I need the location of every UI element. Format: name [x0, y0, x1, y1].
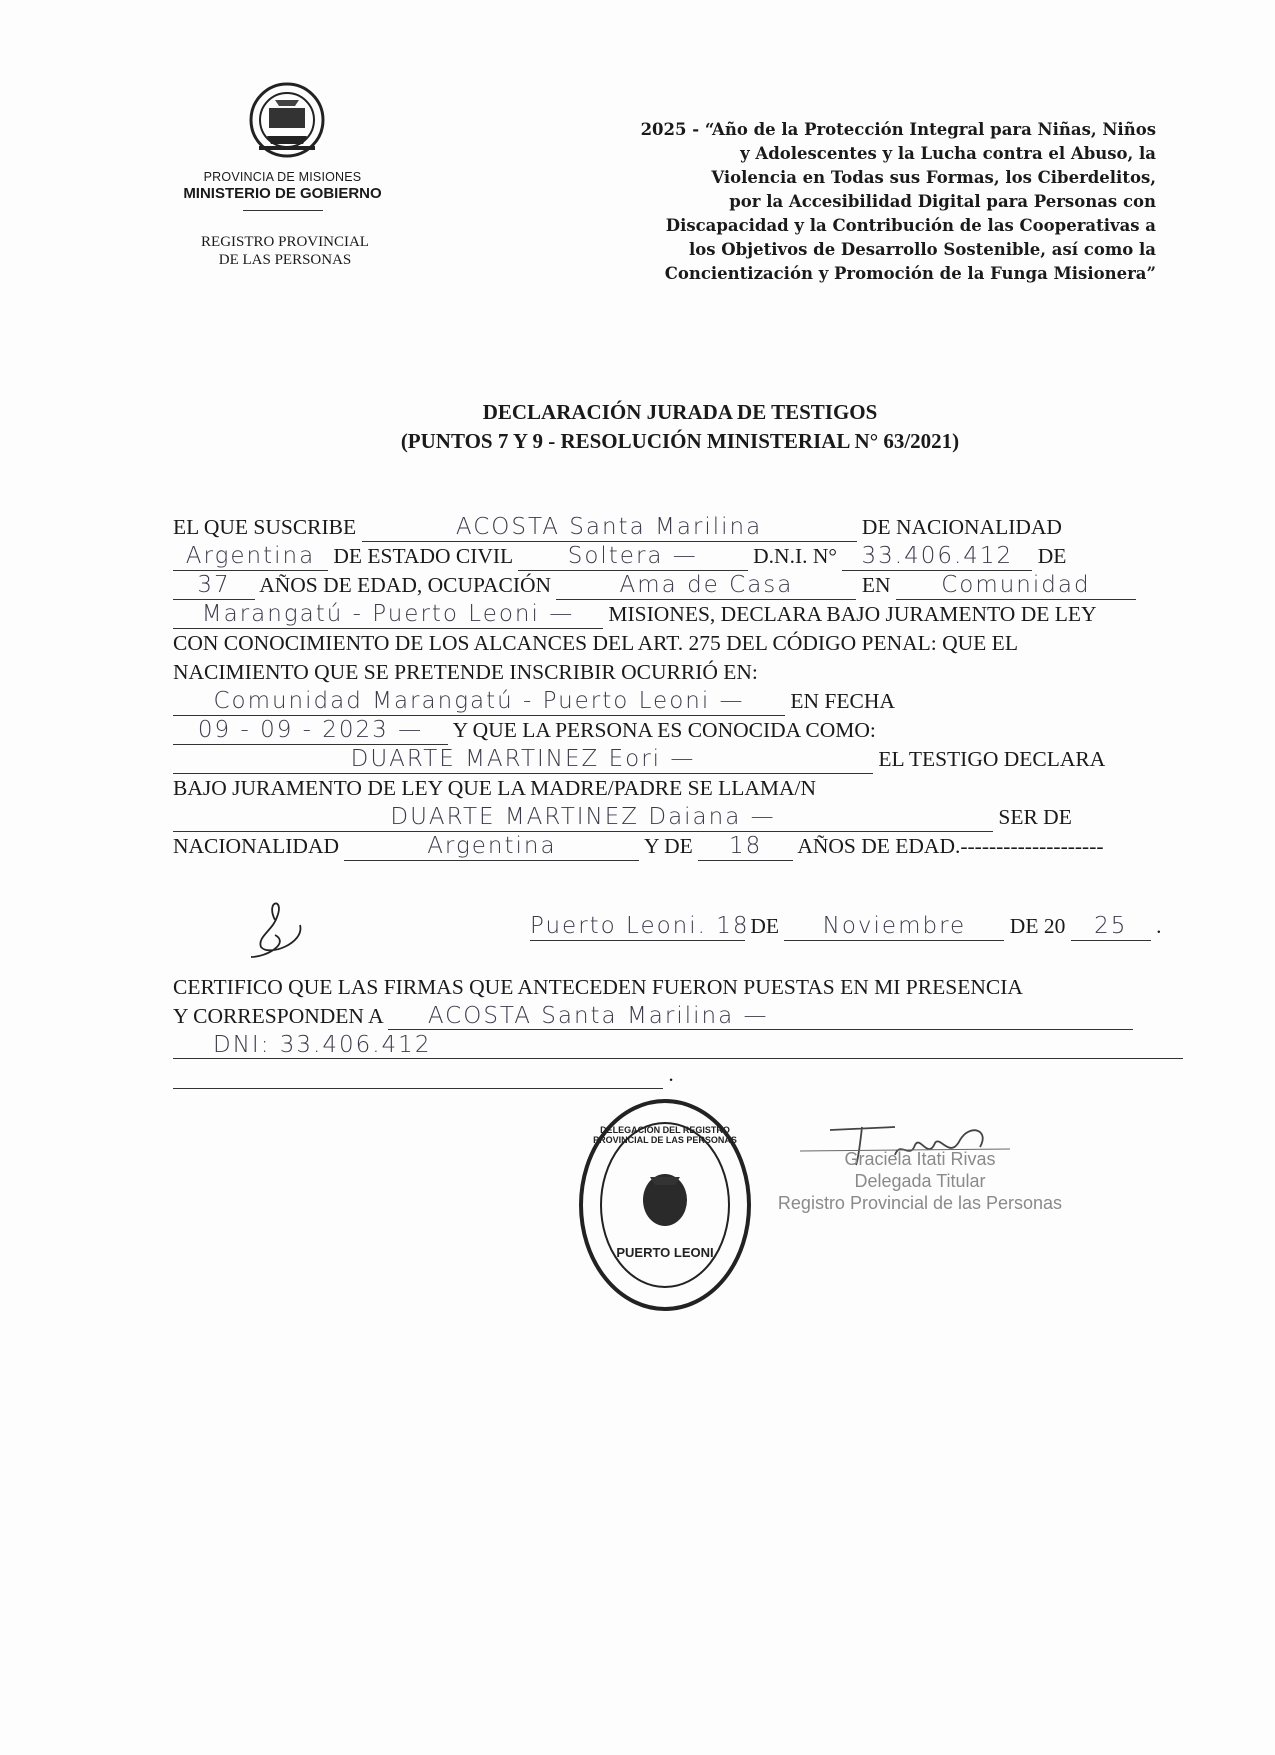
- blank-field: [173, 1060, 663, 1089]
- birth-place-field: Comunidad Marangatú - Puerto Leoni —: [173, 687, 785, 716]
- year-motto: [470, 118, 1156, 286]
- provincia-emblem-icon: [245, 78, 330, 163]
- form-line-6: NACIMIENTO QUE SE PRETENDE INSCRIBIR OCURRIÓ EN:: [173, 660, 758, 684]
- motto-line: los Objetivos de Desarrollo Sostenible, así como la: [688, 240, 1156, 259]
- title-line-2: (PUNTOS 7 Y 9 - RESOLUCIÓN MINISTERIAL N° 63/2021): [400, 429, 960, 453]
- label-anos-edad: AÑOS DE EDAD.--------------------: [797, 834, 1104, 858]
- cert-line-3: [173, 1031, 1183, 1060]
- label-conocida-como: Y QUE LA PERSONA ES CONOCIDA COMO:: [452, 718, 876, 742]
- label-dot: .: [1156, 914, 1162, 938]
- motto-line: y Adolescentes y la Lucha contra el Abuso, la: [740, 144, 1156, 163]
- official-block: [770, 1148, 1070, 1214]
- cert-line-4: [173, 1060, 1183, 1089]
- form-line-5: CON CONOCIMIENTO DE LOS ALCANCES DEL ART. 275 DEL CÓDIGO PENAL: QUE EL: [173, 631, 1018, 655]
- registry-line-1: REGISTRO PROVINCIAL: [201, 234, 369, 250]
- cert-dni-field: DNI: 33.406.412: [173, 1031, 1183, 1059]
- known-as-field: DUARTE MARTINEZ Eori —: [173, 745, 873, 774]
- ministry-label: MINISTERIO DE GOBIERNO: [183, 185, 382, 202]
- label-de-1: DE: [750, 914, 780, 938]
- form-line-12: [173, 832, 1183, 861]
- motto-line: Violencia en Todas sus Formas, los Ciberdelitos,: [711, 168, 1156, 187]
- year-field: 25: [1071, 912, 1151, 941]
- month-field: Noviembre: [784, 912, 1004, 941]
- form-line-10: BAJO JURAMENTO DE LEY QUE LA MADRE/PADRE SE LLAMA/N: [173, 776, 817, 800]
- label-corresponden: Y CORRESPONDEN A: [173, 1004, 383, 1028]
- registry-line-2: DE LAS PERSONAS: [218, 252, 352, 268]
- end-dot: .: [668, 1062, 674, 1086]
- label-en-fecha: EN FECHA: [790, 689, 895, 713]
- official-name: Graciela Itati Rivas: [844, 1149, 996, 1169]
- form-line-3: [173, 571, 1183, 600]
- seal-place: PUERTO LEONI: [616, 1245, 714, 1260]
- label-de: DE: [1037, 544, 1067, 568]
- label-nacionalidad: DE NACIONALIDAD: [861, 515, 1062, 539]
- witness-age-field: 37: [173, 571, 255, 600]
- parent-nationality-field: Argentina: [344, 832, 639, 861]
- document-title: [150, 398, 1210, 456]
- label-testigo-declara: EL TESTIGO DECLARA: [878, 747, 1106, 771]
- motto-line: Discapacidad y la Contribución de las Cooperativas a: [665, 216, 1156, 235]
- label-dni: D.N.I. N°: [753, 544, 837, 568]
- label-en: EN: [861, 573, 891, 597]
- seal-text: DELEGACIÓN DEL REGISTRO PROVINCIAL DE LAS PERSONAS: [593, 1125, 737, 1145]
- civil-status-field: Soltera —: [518, 542, 748, 571]
- label-de-2: DE 20: [1009, 914, 1066, 938]
- form-line-8: [173, 716, 1183, 745]
- form-line-2: [173, 542, 1183, 571]
- label-suscribe: EL QUE SUSCRIBE: [173, 515, 357, 539]
- place-day-field: Puerto Leoni. 18: [530, 913, 750, 939]
- label-misiones: MISIONES, DECLARA BAJO JURAMENTO DE LEY: [608, 602, 1097, 626]
- cert-line-2: [173, 1002, 1183, 1031]
- parent-age-field: 18: [698, 832, 793, 861]
- label-ocupacion: AÑOS DE EDAD, OCUPACIÓN: [259, 573, 552, 597]
- parent-name-field: DUARTE MARTINEZ Daiana —: [173, 803, 993, 832]
- witness-nationality-field: Argentina: [173, 542, 328, 571]
- form-line-9: [173, 745, 1183, 774]
- title-line-1: DECLARACIÓN JURADA DE TESTIGOS: [482, 400, 878, 424]
- registry-label: [165, 233, 405, 269]
- witness-dni-field: 33.406.412: [842, 542, 1032, 571]
- date-place-line: [530, 912, 1190, 941]
- form-line-7: [173, 687, 1183, 716]
- label-ser-de: SER DE: [998, 805, 1072, 829]
- official-role: Delegada Titular: [854, 1171, 986, 1191]
- cert-name-field: ACOSTA Santa Marilina —: [388, 1002, 1133, 1030]
- form-line-4: [173, 600, 1183, 629]
- header-divider: [243, 210, 323, 211]
- cert-line-1: CERTIFICO QUE LAS FIRMAS QUE ANTECEDEN FUERON PUESTAS EN MI PRESENCIA: [173, 975, 1023, 999]
- official-office: Registro Provincial de las Personas: [777, 1193, 1063, 1213]
- occupation-field: Ama de Casa: [556, 571, 856, 600]
- form-line-1: [173, 513, 1183, 542]
- province-label: PROVINCIA DE MISIONES: [203, 170, 362, 184]
- residence-field-b: Marangatú - Puerto Leoni —: [173, 600, 603, 629]
- residence-field-a: Comunidad: [896, 571, 1136, 600]
- motto-line: por la Accesibilidad Digital para Personas con: [729, 192, 1156, 211]
- birth-date-field: 09 - 09 - 2023 —: [173, 716, 448, 745]
- form-line-11: [173, 803, 1183, 832]
- label-nacionalidad-2: NACIONALIDAD: [173, 834, 340, 858]
- motto-line: Concientización y Promoción de la Funga Misionera”: [664, 264, 1156, 283]
- witness-signature-icon: [245, 895, 325, 965]
- label-estado-civil: DE ESTADO CIVIL: [333, 544, 513, 568]
- witness-name-field: ACOSTA Santa Marilina: [362, 513, 857, 542]
- registry-seal: [575, 1095, 755, 1315]
- label-y-de: Y DE: [643, 834, 693, 858]
- motto-line: 2025 - “Año de la Protección Integral para Niñas, Niños: [640, 120, 1156, 139]
